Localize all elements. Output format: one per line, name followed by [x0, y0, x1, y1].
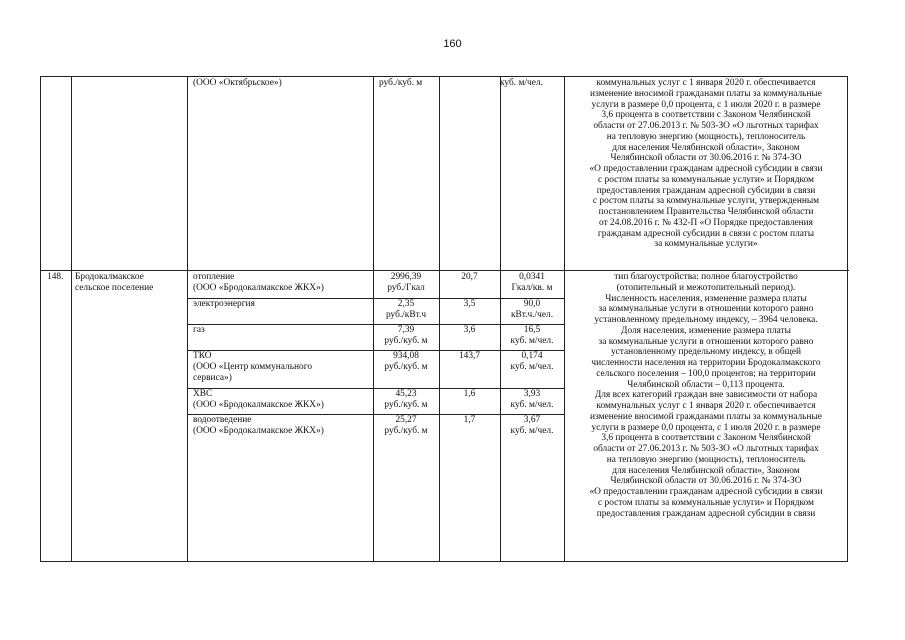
- description-line: численности населения на территории Бродокалмакского: [591, 358, 821, 368]
- service-provider: (ООО «Центр коммунального: [193, 362, 313, 372]
- tariff-unit: руб./Гкал: [387, 283, 425, 293]
- description-line: «О предоставлении гражданам адресной субсидии в связи: [589, 487, 823, 497]
- description-line: предоставления гражданам адресной субсидии в связи: [596, 185, 816, 196]
- description-line: от 24.08.2016 г. № 432-П «О Порядке предоставления: [599, 217, 813, 228]
- tariff-unit: руб./куб. м: [384, 336, 428, 346]
- norm-unit: куб. м/чел.: [510, 336, 554, 346]
- column-divider: [187, 77, 188, 561]
- row-number: 148.: [47, 272, 64, 282]
- description-line: с ростом платы за коммунальные услуги» и Порядком: [598, 497, 814, 508]
- description-line: коммунальных услуг с 1 января 2020 г. обеспечивается: [596, 78, 816, 88]
- tariff-value: 2996,39: [390, 272, 422, 282]
- tariff-unit: руб./куб. м: [384, 362, 428, 372]
- norm-unit: куб. м/чел.: [510, 426, 554, 436]
- tariff-value: 934,08: [393, 351, 419, 361]
- tariff-unit: руб./куб. м: [384, 400, 428, 410]
- norm-value: 3,93: [523, 389, 541, 399]
- norm-unit-prev: куб. м/чел.: [500, 78, 543, 88]
- description-line: для населения Челябинской области», Законом: [612, 465, 800, 476]
- description-line: области от 27.06.2013 г. № 503-ЗО «О льготных тарифах: [593, 444, 819, 454]
- row-divider: [41, 270, 849, 271]
- norm-unit: куб. м/чел.: [510, 400, 554, 410]
- growth-value: 3,5: [463, 299, 476, 309]
- description-line: гражданам адресной субсидии в связи с ростом платы: [597, 228, 815, 239]
- description-line: коммунальных услуг с 1 января 2020 г. обеспечивается: [596, 401, 816, 411]
- description-line: услуги в размере 0,0 процента, с 1 июля 2020 г. в размере: [591, 422, 821, 433]
- description-line: «О предоставлении гражданам адресной субсидии в связи: [589, 164, 823, 174]
- norm-unit: Гкал/кв. м: [511, 283, 553, 293]
- norm-value: 0,0341: [519, 272, 545, 282]
- settlement-name: Бродокалмакское: [75, 272, 144, 282]
- utility-org-prev: (ООО «Октябрьское»): [193, 78, 282, 88]
- tariff-value: 45,23: [395, 389, 417, 399]
- norm-unit: кВт.ч./чел.: [510, 310, 554, 320]
- description-line: на тепловую энергию (мощность), теплоноситель: [606, 131, 806, 142]
- description-line: Челябинской области от 30.06.2016 г. № 374-ЗО: [610, 153, 802, 164]
- growth-value: 3,6: [463, 325, 476, 335]
- description-line: за коммунальные услуги в отношении которого равно: [598, 336, 814, 347]
- description-line: (отопительный и межотопительный период).: [616, 282, 796, 293]
- description-line: Челябинской области от 30.06.2016 г. № 374-ЗО: [610, 476, 802, 487]
- service-name: ХВС: [193, 389, 213, 399]
- page-number: 160: [443, 38, 462, 50]
- description-line: сельского поселения – 100,0 процентов; на территории: [596, 368, 816, 379]
- norm-value: 16,5: [523, 325, 541, 335]
- growth-value: 1,6: [463, 389, 476, 399]
- tariff-unit: руб./куб. м: [384, 426, 428, 436]
- description-line: Челябинской области – 0,113 процента.: [627, 379, 785, 390]
- description-line: за коммунальные услуги в отношении которого равно: [598, 304, 814, 315]
- description-line: изменение вносимой гражданами платы за коммунальные: [590, 411, 822, 422]
- service-provider: (ООО «Бродокалмакское ЖКХ»): [193, 283, 324, 293]
- settlement-name: сельское поселение: [75, 283, 154, 293]
- description-line: на тепловую энергию (мощность), теплоноситель: [606, 454, 806, 465]
- description-line: постановлением Правительства Челябинской области: [598, 207, 814, 217]
- description-line: Численность населения, изменение размера платы: [605, 293, 807, 304]
- tariff-unit: руб./кВт.ч: [385, 310, 427, 320]
- tariff-value: 7,39: [397, 325, 415, 335]
- description-line: с ростом платы за коммунальные услуги» и Порядком: [598, 174, 814, 185]
- tariff-unit-prev: руб./куб. м: [379, 78, 423, 88]
- description-line: предоставления гражданам адресной субсидии в связи: [596, 508, 816, 519]
- description-line: Для всех категорий граждан вне зависимости от набора: [594, 390, 818, 401]
- column-divider: [439, 77, 440, 561]
- description-line: установленному предельному индексу, в общей: [610, 347, 802, 358]
- growth-value: 1,7: [463, 415, 476, 425]
- description-line: установленному предельному индексу, – 3964 человека.: [594, 315, 818, 325]
- description-line: тип благоустройства: полное благоустройство: [614, 272, 798, 282]
- service-provider: сервиса»): [193, 373, 232, 383]
- column-divider: [71, 77, 72, 561]
- tariff-value: 2,35: [397, 299, 415, 309]
- service-name: электроэнергия: [193, 299, 255, 309]
- growth-value: 20,7: [461, 272, 478, 282]
- service-provider: (ООО «Бродокалмакское ЖКХ»): [193, 400, 324, 410]
- service-name: газ: [193, 325, 205, 335]
- description-line: услуги в размере 0,0 процента, с 1 июля 2020 г. в размере: [591, 99, 821, 110]
- service-name: отопление: [193, 272, 235, 282]
- norm-unit: куб. м/чел.: [510, 362, 554, 372]
- norm-value: 90,0: [523, 299, 541, 309]
- description-line: Доля населения, изменение размера платы: [621, 325, 791, 336]
- service-name: водоотведение: [193, 415, 252, 425]
- growth-value: 143,7: [458, 351, 481, 361]
- service-provider: (ООО «Бродокалмакское ЖКХ»): [193, 426, 324, 436]
- description-line: 3,6 процента в соответствии с Законом Челябинской: [601, 433, 811, 444]
- tariff-table: [40, 76, 848, 562]
- description-line: за коммунальные услуги»: [654, 239, 758, 250]
- norm-value: 0,174: [521, 351, 543, 361]
- tariff-value: 25,27: [395, 415, 417, 425]
- description-line: изменение вносимой гражданами платы за коммунальные: [590, 88, 822, 99]
- description-line: с ростом платы за коммунальные услуги, утвержденным: [592, 196, 820, 207]
- description-line: области от 27.06.2013 г. № 503-ЗО «О льготных тарифах: [593, 121, 819, 131]
- norm-value: 3,67: [523, 415, 541, 425]
- service-name: ТКО: [193, 351, 212, 361]
- description-line: 3,6 процента в соответствии с Законом Челябинской: [601, 110, 811, 121]
- description-line: для населения Челябинской области», Законом: [612, 142, 800, 153]
